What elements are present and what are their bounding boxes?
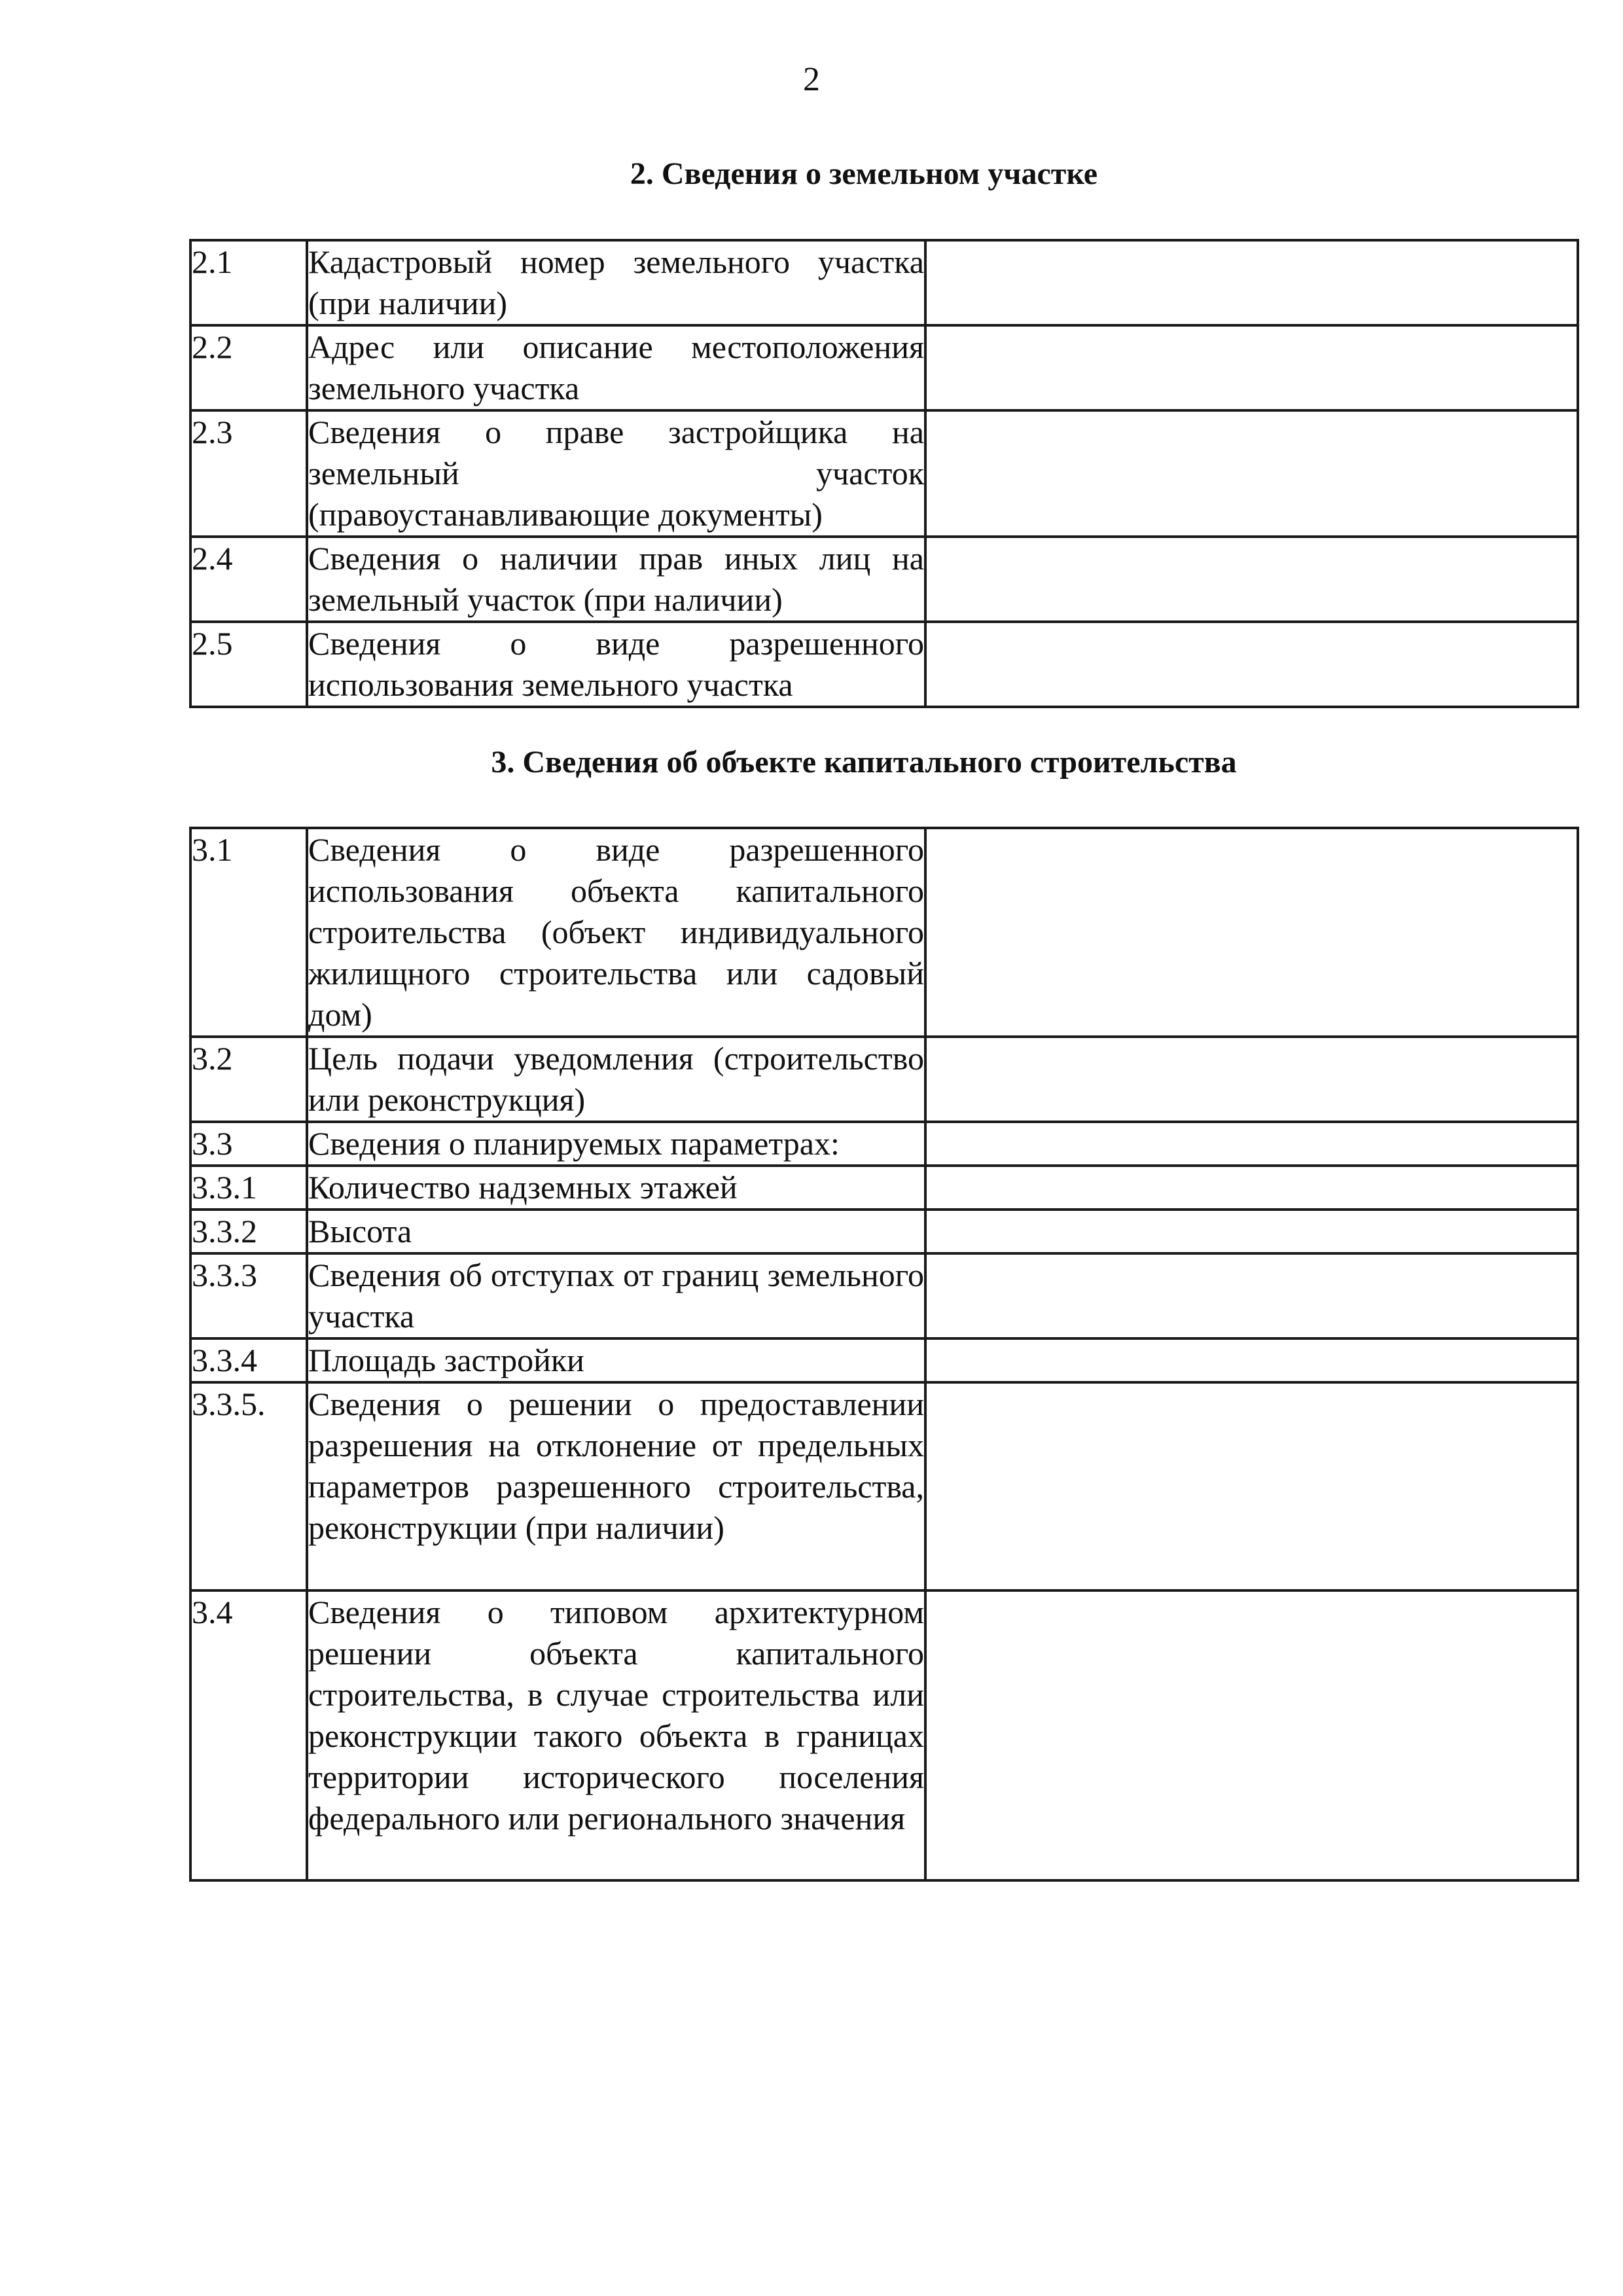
table-row	[190, 1590, 1578, 1880]
row-description: Сведения о типовом архитектурном решении объекта капитального строительства, в случае строительства или реконструкции такого объекта в границах территории исторического поселения федерального или регионального значения	[307, 1590, 925, 1880]
row-number: 2.3	[190, 410, 307, 537]
row-description: Цель подачи уведомления (строительство или реконструкция)	[307, 1037, 925, 1122]
row-description: Высота	[307, 1210, 925, 1253]
table-row	[190, 325, 1578, 410]
table-row	[190, 1338, 1578, 1382]
row-value-field[interactable]	[925, 1037, 1578, 1122]
row-number: 3.3.2	[190, 1210, 307, 1253]
row-value-field[interactable]	[925, 828, 1578, 1037]
table-row	[190, 1037, 1578, 1122]
row-number: 3.2	[190, 1037, 307, 1122]
row-description: Площадь застройки	[307, 1338, 925, 1382]
row-number: 3.3.3	[190, 1253, 307, 1338]
row-description: Сведения о планируемых параметрах:	[307, 1122, 925, 1166]
section-3-title: 3. Сведения об объекте капитального строительства	[491, 745, 1237, 780]
row-description: Сведения о виде разрешенного использования земельного участка	[307, 622, 925, 707]
row-description: Количество надземных этажей	[307, 1166, 925, 1210]
table-row	[190, 1253, 1578, 1338]
row-value-field[interactable]	[925, 1338, 1578, 1382]
row-description: Сведения о решении о предоставлении разрешения на отклонение от предельных параметров разрешенного строительства, реконструкции (при наличии)	[307, 1382, 925, 1590]
row-description: Сведения о праве застройщика на земельный участок (правоустанавливающие документы)	[307, 410, 925, 537]
page-number: 2	[803, 61, 820, 98]
table-row	[190, 410, 1578, 537]
row-number: 2.2	[190, 325, 307, 410]
row-number: 2.4	[190, 537, 307, 622]
row-number: 2.1	[190, 240, 307, 325]
row-number: 3.1	[190, 828, 307, 1037]
row-value-field[interactable]	[925, 1382, 1578, 1590]
land-plot-table	[189, 239, 1579, 708]
table-row	[190, 537, 1578, 622]
row-description: Кадастровый номер земельного участка (при наличии)	[307, 240, 925, 325]
row-value-field[interactable]	[925, 537, 1578, 622]
row-number: 3.3.5.	[190, 1382, 307, 1590]
table-row	[190, 1210, 1578, 1253]
row-value-field[interactable]	[925, 622, 1578, 707]
construction-object-table	[189, 827, 1579, 1882]
row-value-field[interactable]	[925, 1210, 1578, 1253]
row-number: 2.5	[190, 622, 307, 707]
table-row	[190, 622, 1578, 707]
table-row	[190, 1122, 1578, 1166]
table-row	[190, 1382, 1578, 1590]
row-value-field[interactable]	[925, 1166, 1578, 1210]
row-value-field[interactable]	[925, 1122, 1578, 1166]
row-value-field[interactable]	[925, 1253, 1578, 1338]
row-value-field[interactable]	[925, 240, 1578, 325]
row-value-field[interactable]	[925, 410, 1578, 537]
table-row	[190, 1166, 1578, 1210]
row-description: Сведения о наличии прав иных лиц на земельный участок (при наличии)	[307, 537, 925, 622]
table-row	[190, 828, 1578, 1037]
row-description: Адрес или описание местоположения земельного участка	[307, 325, 925, 410]
row-value-field[interactable]	[925, 1590, 1578, 1880]
table-row	[190, 240, 1578, 325]
row-description: Сведения о виде разрешенного использования объекта капитального строительства (объект индивидуального жилищного строительства или садовый дом)	[307, 828, 925, 1037]
row-number: 3.3.4	[190, 1338, 307, 1382]
section-2-title: 2. Сведения о земельном участке	[630, 156, 1098, 191]
row-number: 3.4	[190, 1590, 307, 1880]
row-number: 3.3	[190, 1122, 307, 1166]
row-number: 3.3.1	[190, 1166, 307, 1210]
row-value-field[interactable]	[925, 325, 1578, 410]
row-description: Сведения об отступах от границ земельного участка	[307, 1253, 925, 1338]
